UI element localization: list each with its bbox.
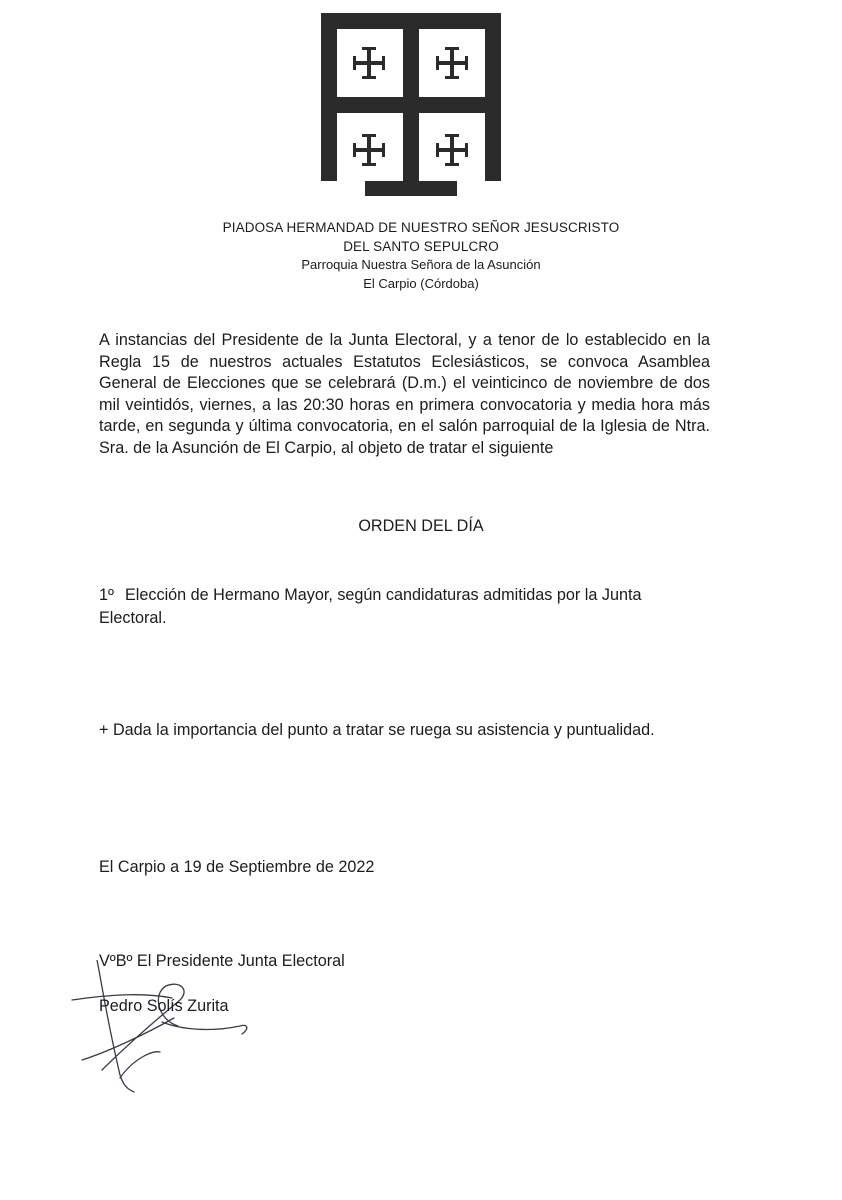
agenda-item (99, 584, 699, 630)
approval-line: VºBº El Presidente Junta Electoral (99, 952, 345, 970)
brotherhood-name: PIADOSA HERMANDAD DE NUESTRO SEÑOR JESUSCRISTO (222, 220, 620, 235)
town-name: El Carpio (Córdoba) (363, 275, 479, 291)
date-line: El Carpio a 19 de Septiembre de 2022 (99, 858, 375, 876)
signer-name: Pedro Solís Zurita (99, 997, 229, 1015)
agenda-item-number: 1º (99, 586, 114, 604)
jerusalem-cross-logo (321, 13, 501, 196)
parish-name: Parroquia Nuestra Señora de la Asunción (301, 257, 541, 272)
agenda-title: ORDEN DEL DÍA (358, 517, 484, 535)
handwritten-signature (62, 960, 262, 1100)
convocation-paragraph: A instancias del Presidente de la Junta Electoral, y a tenor de lo establecido en la Regla 15 de nuestros actuales Estatutos Eclesiásticos, se convoca Asamblea General de Elecciones que se celebrará (D.m.) el veinticinco de noviembre de dos mil veintidós, viernes, a las 20:30 horas en primera convocatoria y media hora más tarde, en segunda y última convocatoria, en el salón parroquial de la Iglesia de Ntra. Sra. de la Asunción de El Carpio, al objeto de tratar el siguiente (99, 331, 710, 457)
letterhead (0, 219, 842, 293)
attendance-note: + Dada la importancia del punto a tratar se ruega su asistencia y puntualidad. (99, 721, 655, 739)
agenda-item-text: Elección de Hermano Mayor, según candidaturas admitidas por la Junta Electoral. (99, 586, 642, 627)
brotherhood-name-2: DEL SANTO SEPULCRO (343, 238, 499, 254)
